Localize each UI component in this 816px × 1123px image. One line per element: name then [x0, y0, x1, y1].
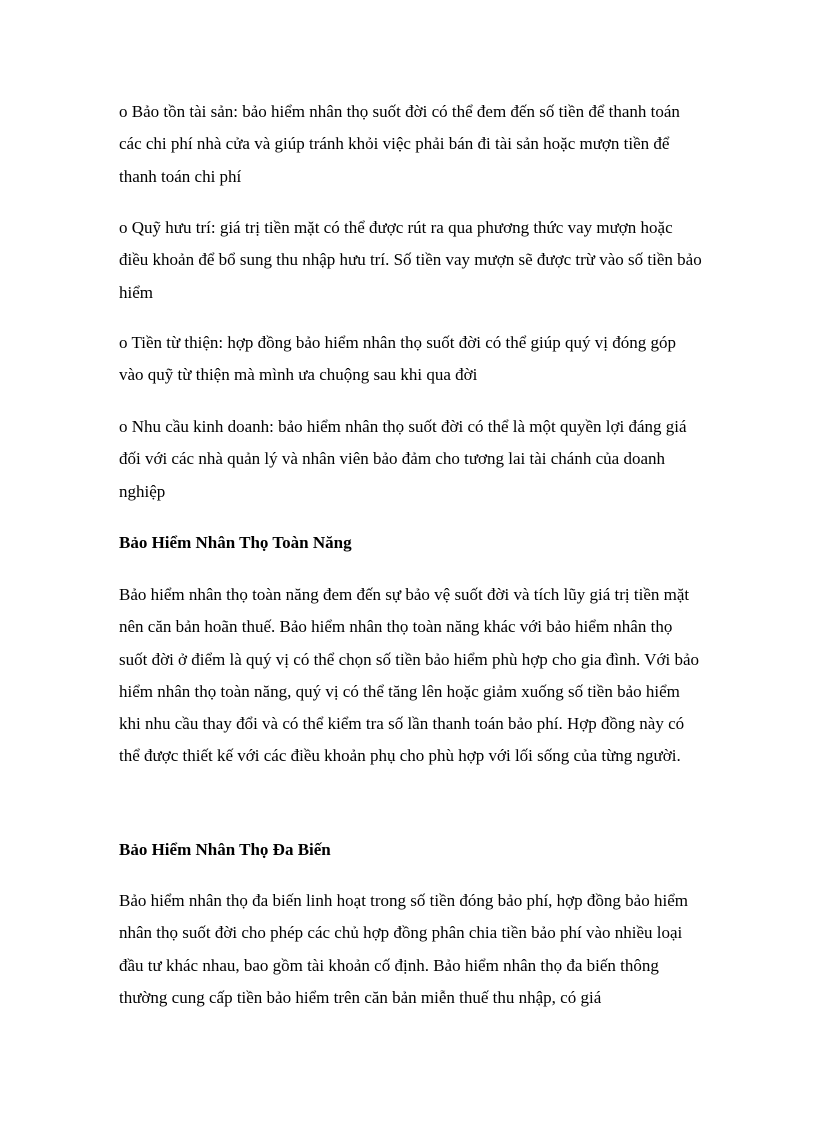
heading-universal-life: Bảo Hiểm Nhân Thọ Toàn Năng	[119, 533, 352, 552]
paragraph-charity: o Tiền từ thiện: hợp đồng bảo hiểm nhân thọ suốt đời có thể giúp quý vị đóng góp vào quỹ từ thiện mà mình ưa chuộng sau khi qua đời	[119, 333, 677, 385]
paragraph-retirement-fund: o Quỹ hưu trí: giá trị tiền mặt có thể được rút ra qua phương thức vay mượn hoặc điều khoản để bổ sung thu nhập hưu trí. Số tiền vay mượn sẽ được trừ vào số tiền bảo hiểm	[119, 218, 702, 302]
paragraph-business-needs: o Nhu cầu kinh doanh: bảo hiểm nhân thọ suốt đời có thể là một quyền lợi đáng giá đối với các nhà quản lý và nhân viên bảo đảm cho tương lai tài chánh của doanh nghiệp	[119, 417, 687, 501]
paragraph-asset-preservation: o Bảo tồn tài sản: bảo hiểm nhân thọ suốt đời có thể đem đến số tiền để thanh toán các chi phí nhà cửa và giúp tránh khỏi việc phải bán đi tài sản hoặc mượn tiền để thanh toán chi phí	[119, 102, 680, 186]
paragraph-universal-life: Bảo hiểm nhân thọ toàn năng đem đến sự bảo vệ suốt đời và tích lũy giá trị tiền mặt nên căn bản hoãn thuế. Bảo hiểm nhân thọ toàn năng khác với bảo hiểm nhân thọ suốt đời ở điểm là quý vị có thể chọn số tiền bảo hiểm phù hợp cho gia đình. Với bảo hiểm nhân thọ toàn năng, quý vị có thể tăng lên hoặc giảm xuống số tiền bảo hiểm khi nhu cầu thay đổi và có thể kiểm tra số lần thanh toán bảo phí. Hợp đồng này có thể được thiết kế với các điều khoản phụ cho phù hợp với lối sống của từng người.	[119, 585, 700, 766]
paragraph-variable-life: Bảo hiểm nhân thọ đa biến linh hoạt trong số tiền đóng bảo phí, hợp đồng bảo hiểm nhân thọ suốt đời cho phép các chủ hợp đồng phân chia tiền bảo phí vào nhiều loại đầu tư khác nhau, bao gồm tài khoản cố định. Bảo hiểm nhân thọ đa biến thông thường cung cấp tiền bảo hiểm trên căn bản miễn thuế thu nhập, có giá	[119, 891, 688, 1007]
heading-variable-life: Bảo Hiểm Nhân Thọ Đa Biến	[119, 840, 331, 859]
